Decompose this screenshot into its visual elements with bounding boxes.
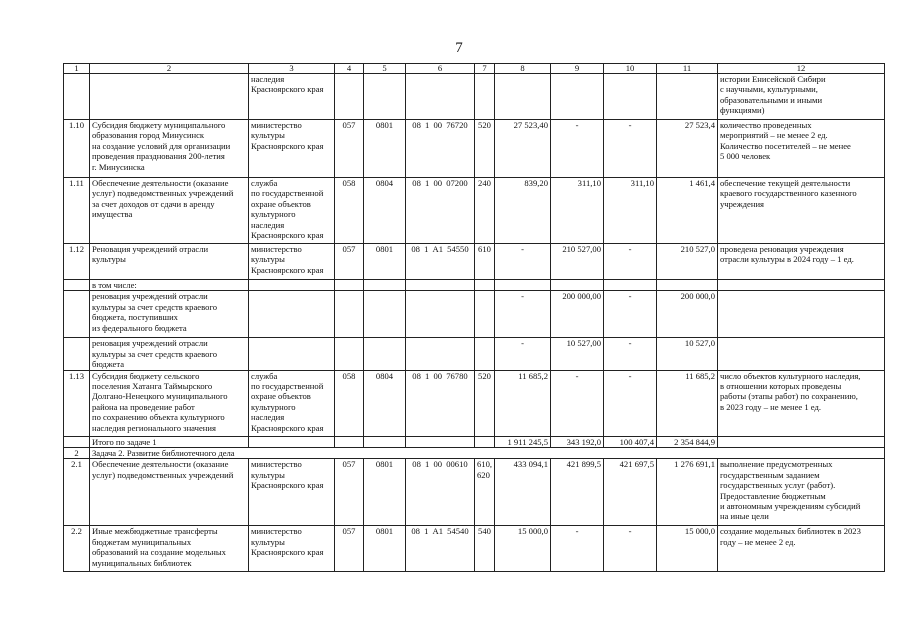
amount-2023: 27 523,40 <box>495 120 551 178</box>
section-code: 0804 <box>364 370 406 436</box>
column-number: 12 <box>718 64 885 74</box>
page-number: 7 <box>455 40 463 56</box>
expense-type: 520 <box>475 370 495 436</box>
amount-2025: 100 407,4 <box>604 436 657 447</box>
amount-total: 200 000,0 <box>657 291 718 338</box>
activity-cell: Обеспечение деятельности (оказание услуг) подведомственных учреждений за счет доходов от сдачи в аренду имущества <box>90 178 249 244</box>
grbs-code: 057 <box>335 459 364 526</box>
grbs-code: 058 <box>335 370 364 436</box>
activity-cell: Субсидия бюджету сельского поселения Хатанга Таймырского Долгано-Ненецкого муниципального района на проведение работ по сохранению объекта культурного наследия регионального значения <box>90 370 249 436</box>
task-heading: Задача 2. Развитие библиотечного дела <box>90 448 885 459</box>
executor-cell: служба по государственной охране объектов культурного наследия Красноярского края <box>249 178 335 244</box>
column-number: 5 <box>364 64 406 74</box>
amount-2023: 1 911 245,5 <box>495 436 551 447</box>
grbs-code: 058 <box>335 178 364 244</box>
target-code: 08 1 00 76780 <box>406 370 475 436</box>
target-code: 08 1 А1 54550 <box>406 244 475 280</box>
executor-cell: министерство культуры Красноярского края <box>249 120 335 178</box>
amount-2023: - <box>495 244 551 280</box>
table-row-1-11 <box>64 178 885 244</box>
executor-cell: служба по государственной охране объектов культурного наследия Красноярского края <box>249 370 335 436</box>
section-code: 0801 <box>364 526 406 572</box>
amount-2025: - <box>604 244 657 280</box>
expense-type: 610, 620 <box>475 459 495 526</box>
amount-2025: - <box>604 120 657 178</box>
result-cell: проведена реновация учреждения отрасли культуры в 2024 году – 1 ед. <box>718 244 885 280</box>
activity-cell: реновация учреждений отрасли культуры за счет средств краевого бюджета, поступивших из федерального бюджета <box>90 291 249 338</box>
section-code: 0801 <box>364 244 406 280</box>
amount-2025: 311,10 <box>604 178 657 244</box>
amount-2023: 11 685,2 <box>495 370 551 436</box>
table-row-sub-federal <box>64 291 885 338</box>
row-number: 1.12 <box>64 244 90 280</box>
target-code: 08 1 00 07200 <box>406 178 475 244</box>
target-code: 08 1 00 76720 <box>406 120 475 178</box>
table-row-1-12 <box>64 244 885 280</box>
column-number: 9 <box>551 64 604 74</box>
grbs-code: 057 <box>335 244 364 280</box>
amount-2024: 311,10 <box>551 178 604 244</box>
column-number: 2 <box>90 64 249 74</box>
column-number: 7 <box>475 64 495 74</box>
total-label: Итого по задаче 1 <box>90 436 249 447</box>
column-number: 3 <box>249 64 335 74</box>
amount-total: 1 276 691,1 <box>657 459 718 526</box>
table-row-sub-regional <box>64 338 885 370</box>
amount-2024: - <box>551 526 604 572</box>
table-row-2-2 <box>64 526 885 572</box>
target-code: 08 1 00 00610 <box>406 459 475 526</box>
section-code: 0801 <box>364 459 406 526</box>
result-cell: истории Енисейской Сибири с научными, культурными, образовательными и иными функциями) <box>718 74 885 120</box>
table-row-1-10 <box>64 120 885 178</box>
amount-2024: 10 527,00 <box>551 338 604 370</box>
grbs-code: 057 <box>335 526 364 572</box>
activity-cell: в том числе: <box>90 280 249 291</box>
amount-2025: 421 697,5 <box>604 459 657 526</box>
activity-cell: Реновация учреждений отрасли культуры <box>90 244 249 280</box>
activity-cell: Обеспечение деятельности (оказание услуг) подведомственных учреждений <box>90 459 249 526</box>
amount-2025: - <box>604 526 657 572</box>
section-code: 0801 <box>364 120 406 178</box>
amount-total: 11 685,2 <box>657 370 718 436</box>
amount-2023: 839,20 <box>495 178 551 244</box>
executor-cell: министерство культуры Красноярского края <box>249 526 335 572</box>
row-number: 1.11 <box>64 178 90 244</box>
expense-type: 610 <box>475 244 495 280</box>
table-row-2-1 <box>64 459 885 526</box>
amount-2024: - <box>551 120 604 178</box>
amount-total: 10 527,0 <box>657 338 718 370</box>
result-cell: число объектов культурного наследия, в отношении которых проведены работы (этапы работ) по сохранению, в 2023 году – не менее 1 ед. <box>718 370 885 436</box>
activity-cell: Субсидия бюджету муниципального образования город Минусинск на создание условий для организации проведения празднования 200-летия г. Минусинска <box>90 120 249 178</box>
amount-total: 1 461,4 <box>657 178 718 244</box>
expense-type: 240 <box>475 178 495 244</box>
column-number: 6 <box>406 64 475 74</box>
column-number: 8 <box>495 64 551 74</box>
column-number-row <box>64 64 885 74</box>
table-row-total-task-1 <box>64 436 885 447</box>
expense-type: 520 <box>475 120 495 178</box>
amount-2024: 421 899,5 <box>551 459 604 526</box>
table-row-1-13 <box>64 370 885 436</box>
column-number: 4 <box>335 64 364 74</box>
amount-2024: 210 527,00 <box>551 244 604 280</box>
executor-cell: министерство культуры Красноярского края <box>249 459 335 526</box>
amount-2024: 200 000,00 <box>551 291 604 338</box>
row-number: 1.13 <box>64 370 90 436</box>
result-cell: обеспечение текущей деятельности краевого государственного казенного учреждения <box>718 178 885 244</box>
amount-2024: - <box>551 370 604 436</box>
row-number: 2 <box>64 448 90 459</box>
amount-total: 210 527,0 <box>657 244 718 280</box>
activity-cell: Иные межбюджетные трансферты бюджетам муниципальных образований на создание модельных муниципальных библиотек <box>90 526 249 572</box>
amount-2025: - <box>604 291 657 338</box>
column-number: 1 <box>64 64 90 74</box>
result-cell: создание модельных библиотек в 2023 году – не менее 2 ед. <box>718 526 885 572</box>
amount-2023: 433 094,1 <box>495 459 551 526</box>
amount-2023: - <box>495 291 551 338</box>
executor-cell: министерство культуры Красноярского края <box>249 244 335 280</box>
amount-2023: 15 000,0 <box>495 526 551 572</box>
result-cell: количество проведенных мероприятий – не менее 2 ед. Количество посетителей – не менее 5 000 человек <box>718 120 885 178</box>
amount-2025: - <box>604 370 657 436</box>
amount-total: 2 354 844,9 <box>657 436 718 447</box>
amount-2024: 343 192,0 <box>551 436 604 447</box>
table-row-task-2-heading <box>64 448 885 459</box>
amount-total: 27 523,4 <box>657 120 718 178</box>
table-row-including <box>64 280 885 291</box>
column-number: 10 <box>604 64 657 74</box>
section-code: 0804 <box>364 178 406 244</box>
column-number: 11 <box>657 64 718 74</box>
executor-cell: наследия Красноярского края <box>249 74 335 120</box>
program-activities-table <box>63 63 885 572</box>
table-row-continuation <box>64 74 885 120</box>
activity-cell: реновация учреждений отрасли культуры за счет средств краевого бюджета <box>90 338 249 370</box>
row-number: 2.2 <box>64 526 90 572</box>
amount-total: 15 000,0 <box>657 526 718 572</box>
expense-type: 540 <box>475 526 495 572</box>
row-number: 2.1 <box>64 459 90 526</box>
row-number: 1.10 <box>64 120 90 178</box>
amount-2023: - <box>495 338 551 370</box>
amount-2025: - <box>604 338 657 370</box>
target-code: 08 1 А1 54540 <box>406 526 475 572</box>
result-cell: выполнение предусмотренных государственным заданием государственных услуг (работ). Предоставление бюджетным и автономным учреждениям субсидий на иные цели <box>718 459 885 526</box>
grbs-code: 057 <box>335 120 364 178</box>
